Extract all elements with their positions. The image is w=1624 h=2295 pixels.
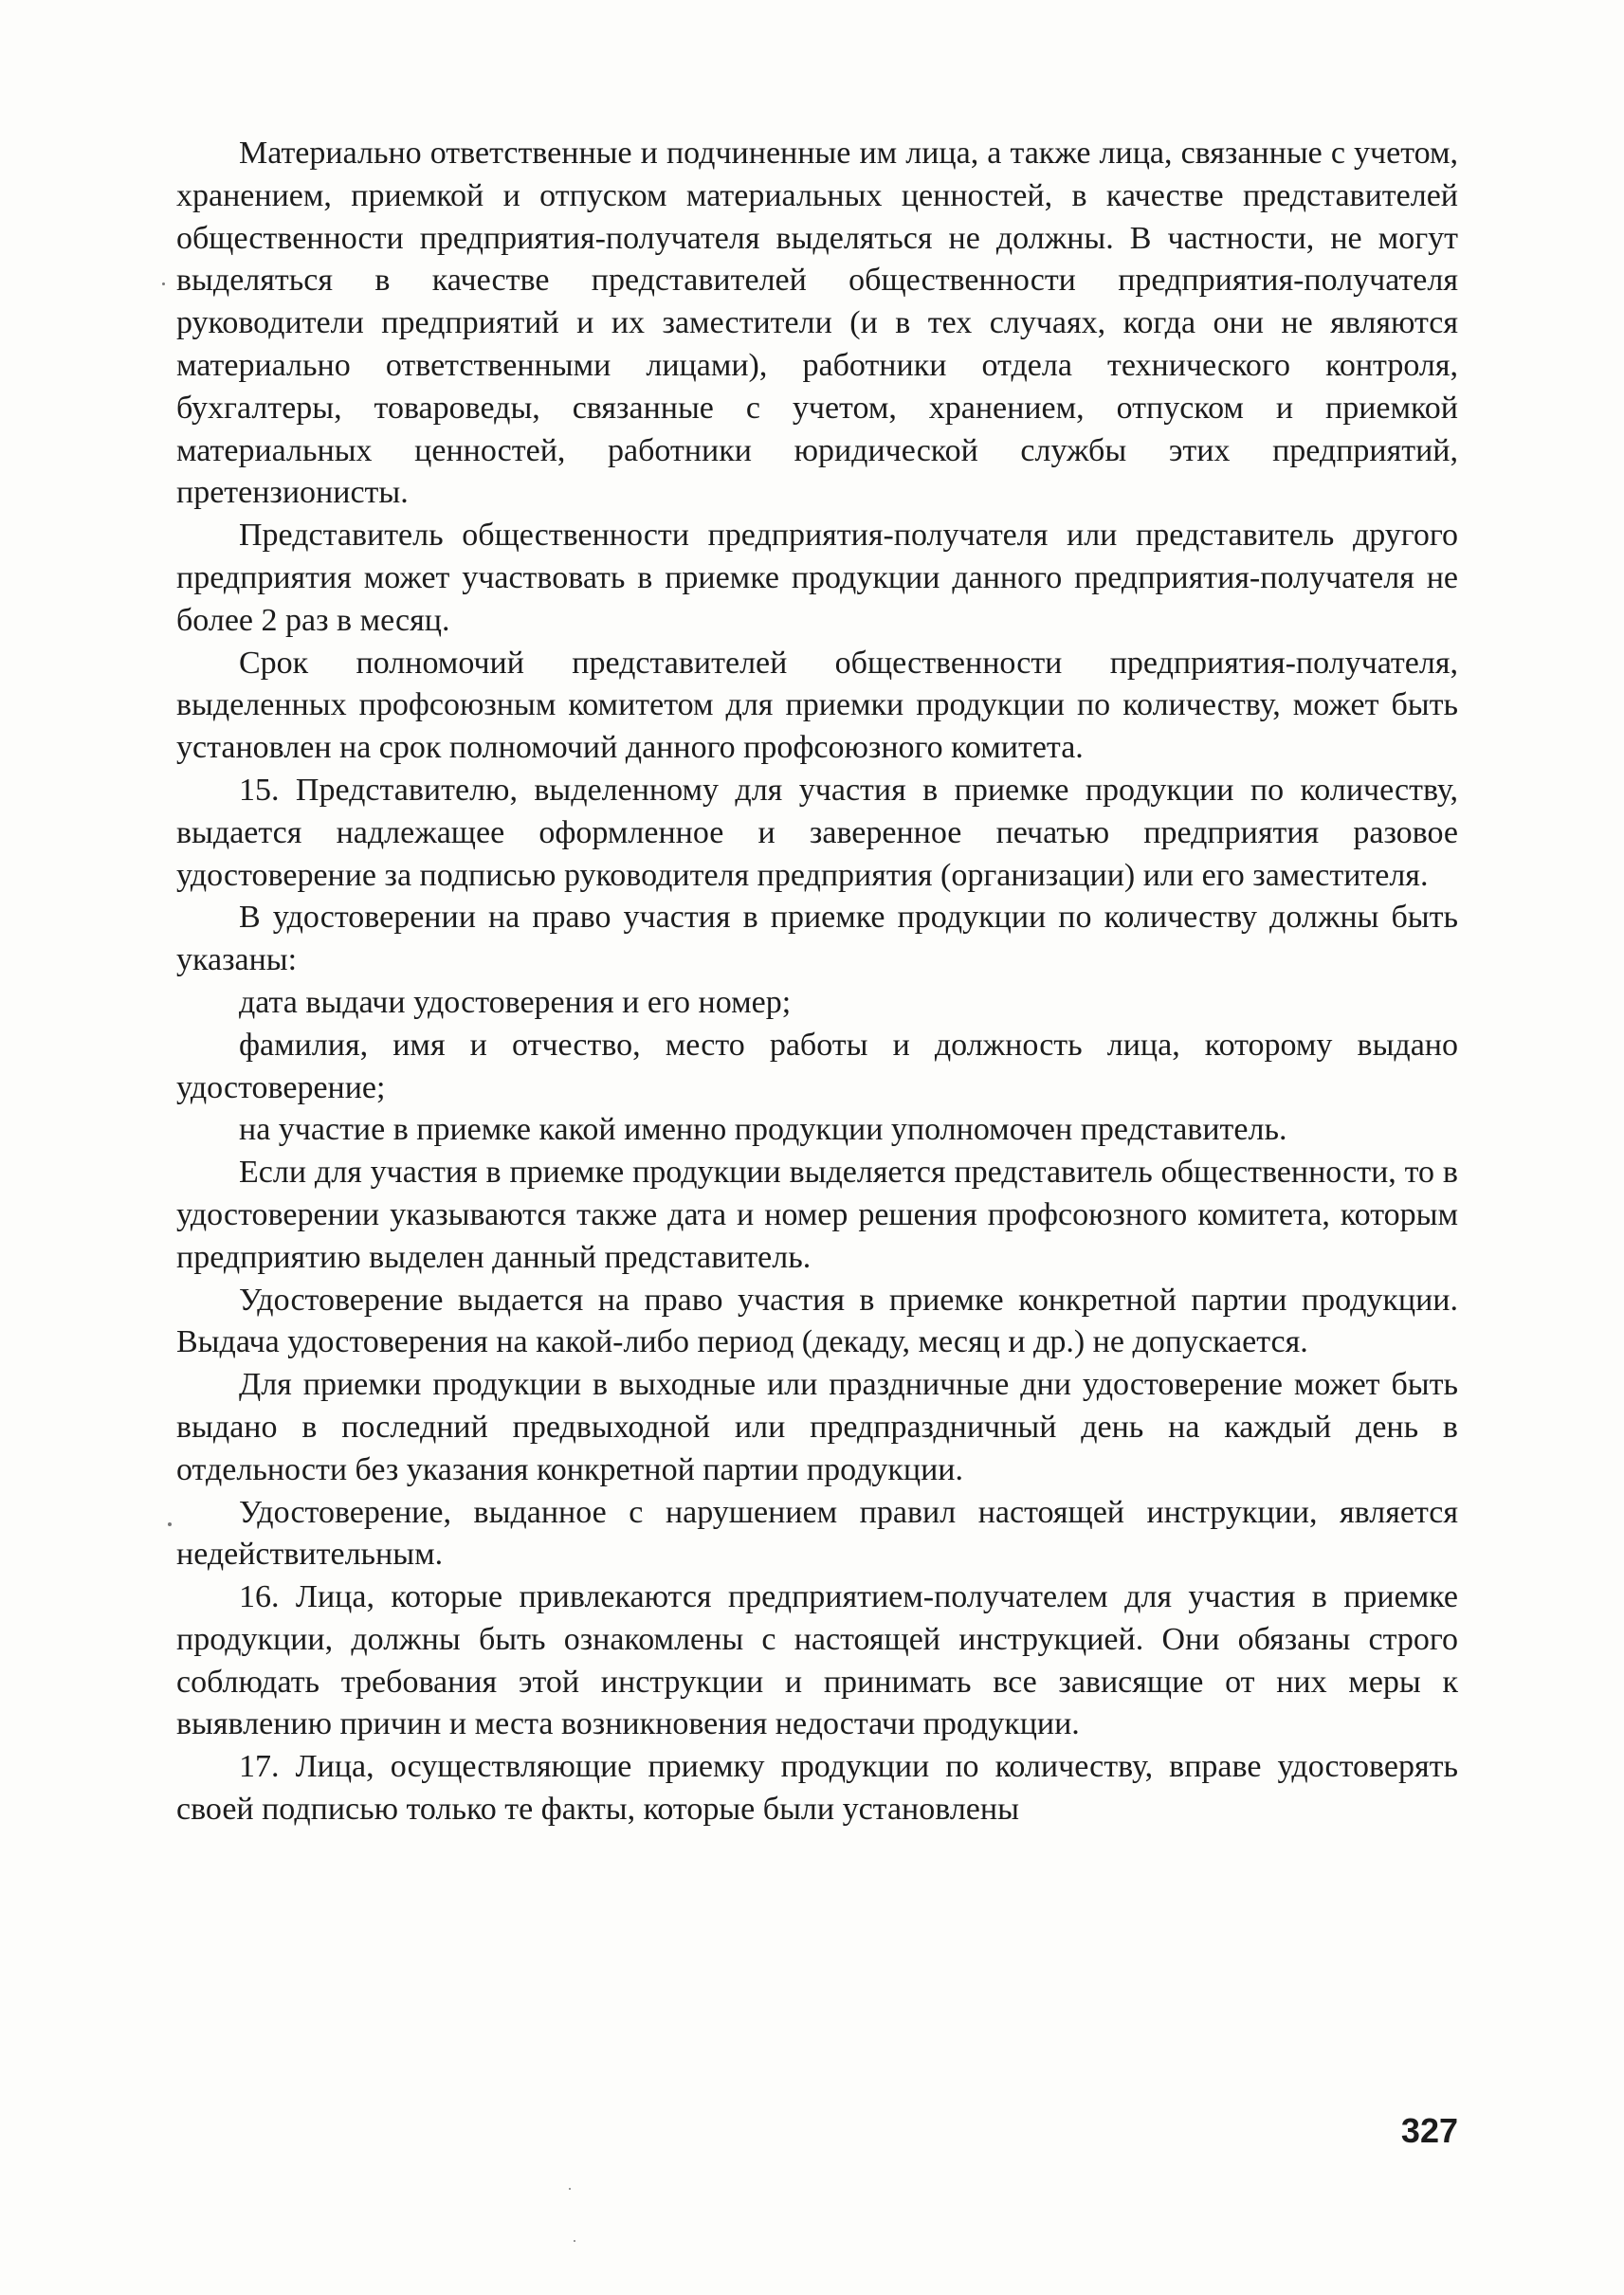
scan-speck <box>162 282 165 285</box>
paragraph-9: Если для участия в приемке продукции выделяется представитель общественности, то в удостоверении указываются также дата и номер решения профсоюзного комитета, которым предприятию выделен данный представитель. <box>176 1155 1458 1275</box>
paragraph-7: фамилия, имя и отчество, место работы и должность лица, которому выдано удостоверение; <box>176 1027 1458 1105</box>
scan-speck <box>574 2240 575 2242</box>
paragraph-5: В удостоверении на право участия в приемке продукции по количеству должны быть указаны: <box>176 900 1458 978</box>
paragraph-11: Для приемки продукции в выходные или праздничные дни удостоверение может быть выдано в последний предвыходной или предпраздничный день на каждый день в отдельности без указания конкретной партии продукции. <box>176 1367 1458 1487</box>
page-number: 327 <box>1400 2111 1458 2150</box>
paragraph-4: 15. Представителю, выделенному для участия в приемке продукции по количеству, выдается надлежащее оформленное и заверенное печатью предприятия разовое удостоверение за подписью руководителя предприятия (организации) или его заместителя. <box>176 772 1458 893</box>
paragraph-12: Удостоверение, выданное с нарушением правил настоящей инструкции, является недействительным. <box>176 1494 1458 1573</box>
paragraph-1: Материально ответственные и подчиненные им лица, а также лица, связанные с учетом, хранением, приемкой и отпуском материальных ценностей, в качестве представителей общественности предприятия-получателя выделяться не должны. В частности, не могут выделяться в качестве представителей общественности предприятия-получателя руководители предприятий и их заместители (и в тех случаях, когда они не являются материально ответственными лицами), работники отдела технического контроля, бухгалтеры, товароведы, связанные с учетом, хранением, отпуском и приемкой материальных ценностей, работники юридической службы этих предприятий, претензионисты. <box>176 136 1458 511</box>
paragraph-6: дата выдачи удостоверения и его номер; <box>239 984 792 1020</box>
paragraph-8: на участие в приемке какой именно продукции уполномочен представитель. <box>239 1112 1287 1148</box>
paragraph-10: Удостоверение выдается на право участия в приемке конкретной партии продукции. Выдача удостоверения на какой-либо период (декаду, месяц и др.) не допускается. <box>176 1282 1458 1360</box>
paragraph-3: Срок полномочий представителей общественности предприятия-получателя, выделенных профсоюзным комитетом для приемки продукции по количеству, может быть установлен на срок полномочий данного профсоюзного комитета. <box>176 645 1458 766</box>
paragraph-14: 17. Лица, осуществляющие приемку продукции по количеству, вправе удостоверять своей подписью только те факты, которые были установлены <box>176 1749 1458 1828</box>
paragraph-2: Представитель общественности предприятия-получателя или представитель другого предприятия может участвовать в приемке продукции данного предприятия-получателя не более 2 раз в месяц. <box>176 518 1458 638</box>
scan-speck <box>569 2188 571 2190</box>
body-text <box>176 133 1458 1831</box>
paragraph-13: 16. Лица, которые привлекаются предприятием-получателем для участия в приемке продукции, должны быть ознакомлены с настоящей инструкцией. Они обязаны строго соблюдать требования этой инструкции и принимать все зависящие от них меры к выявлению причин и места возникновения недостачи продукции. <box>176 1579 1458 1742</box>
scan-speck <box>168 1522 172 1526</box>
